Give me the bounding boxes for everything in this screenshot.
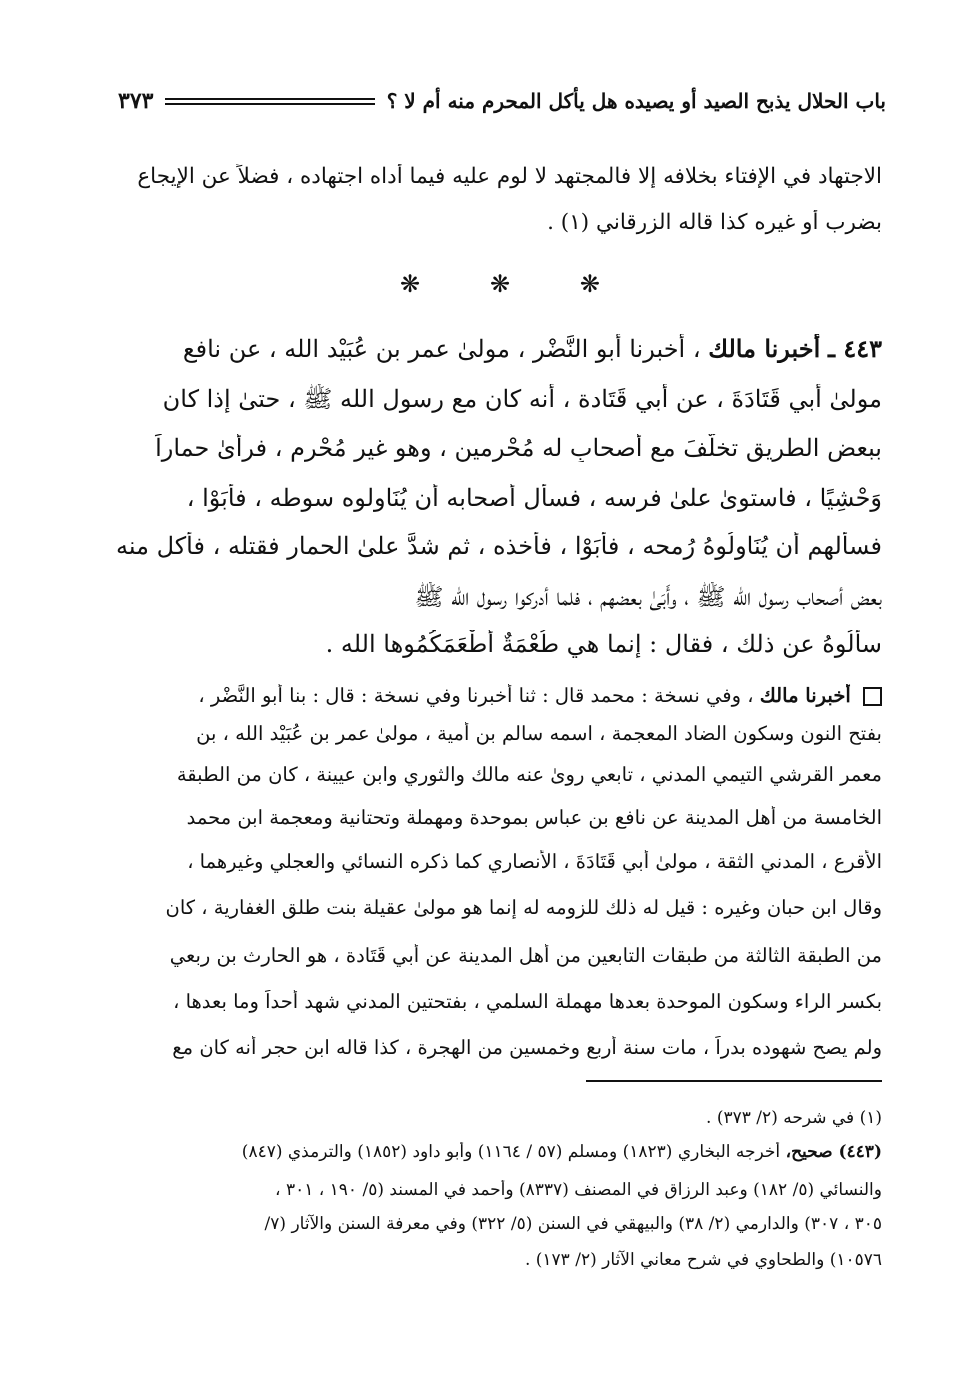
takhrij-line: ٣٠٥ ، ٣٠٧) والدارمي (٢/ ٣٨) والبيهقي في السنن (٥/ ٣٢٢) وفي معرفة السنن والآثار (٧/: [264, 1214, 882, 1234]
commentary-line: [74, 684, 882, 707]
intro-line: بضرب أو غيره كذا قاله الزرقاني (١) .: [547, 210, 882, 235]
hadith-narrator: أخبرنا مالك: [708, 334, 821, 363]
square-bullet-icon: [863, 687, 882, 706]
takhrij-text: أخرجه البخاري (١٨٢٣) ومسلم (٥٧ / ١١٦٤) وأبو داود (١٨٥٢) والترمذي (٨٤٧): [241, 1142, 781, 1162]
takhrij-label: (٤٤٣) صحيح،: [785, 1142, 882, 1162]
intro-line: الاجتهاد في الإفتاء بخلافه إلا فالمجتهد لا لوم عليه فيما أداه اجتهاده ، فضلاً عن الإيجاع: [137, 164, 882, 189]
hadith-line: مولىٰ أبي قَتَادَةَ ، عن أبي قَتَادة ، أنه كان مع رسول الله ﷺ ، حتىٰ إذا كان: [162, 385, 882, 413]
header-rule: [165, 98, 374, 105]
running-header: [118, 86, 886, 116]
asterism-star-icon: ❋: [489, 270, 511, 298]
commentary-line: بكسر الراء وسكون الموحدة بعدها مهملة السلمي ، بفتحتين المدني شهد أحداً وما بعدها ،: [173, 990, 882, 1013]
takhrij-line: ١٠٥٧٦) والطحاوي في شرح معاني الآثار (٢/ ١٧٣) .: [524, 1250, 882, 1270]
footnote-divider: [586, 1080, 882, 1082]
asterism-star-icon: ❋: [400, 270, 421, 298]
takhrij-line: والنسائي (٥/ ١٨٢) وعبد الرزاق في المصنف (٨٣٣٧) وأحمد في المسند (٥/ ١٩٠ ، ٣٠١ ،: [275, 1180, 882, 1200]
hadith-line: ببعض الطريق تخلَّفَ مع أصحابٍ له مُحْرِمين ، وهو غير مُحْرِم ، فرأىٰ حماراً: [155, 434, 882, 462]
hadith-number: ٤٤٣ ـ: [827, 334, 882, 363]
commentary-line: الخامسة من أهل المدينة عن نافع بن عباس بموحدة ومهملة وتحتانية ومعجمة ابن محمد: [186, 806, 882, 829]
page-number: ٣٧٣: [118, 88, 154, 114]
hadith-line: وَحْشِيًا ، فاستوىٰ علىٰ فرسه ، فسأل أصحابه أن يُنَاوِلوه سوطه ، فأَبَوْا ،: [186, 484, 882, 512]
section-separator: [400, 270, 600, 298]
takhrij-line: [74, 1142, 882, 1162]
commentary-line: ولم يصح شهوده بدراً ، مات سنة أربع وخمسين من الهجرة ، كذا قاله ابن حجر أنه كان مع: [172, 1036, 882, 1059]
hadith-line: فسألهم أن يُنَاوِلُوهُ رُمحه ، فأَبَوْا ، فأخذه ، ثم شدَّ علىٰ الحمار فقتله ، فأكل منه: [115, 532, 882, 560]
commentary-line: الأقرع ، المدني الثقة ، مولىٰ أبي قَتَادَةَ ، الأنصاري كما ذكره النسائي والعجلي وغيرهما ،: [187, 850, 882, 873]
hadith-line: سألُوهُ عن ذلك ، فقال : إنما هي طُعْمَةٌ أطْعَمَكُمُوها الله .: [325, 630, 882, 658]
commentary-text: ، وفي نسخة : محمد قال : ثنا أخبرنا وفي نسخة : قال : بنا أبو النَّضْر ،: [198, 684, 754, 707]
commentary-lead: أخبرنا مالك: [759, 684, 851, 707]
commentary-line: معمر القرشي التيمي المدني ، تابعي روىٰ عنه مالك والثوري وابن عيينة ، كان من الطبقة: [176, 763, 882, 786]
hadith-line: [74, 334, 882, 363]
chapter-title: باب الحلال يذبح الصيد أو يصيده هل يأكل المحرم منه أم لا ؟: [386, 89, 886, 113]
hadith-text: ، أخبرنا أبو النَّضْر ، مولىٰ عمر بن عُبَيْد الله ، عن نافع: [182, 335, 701, 363]
commentary-line: بفتح النون وسكون الضاد المعجمة ، اسمه سالم بن أمية ، مولىٰ عمر بن عُبَيْد الله ، بن: [196, 722, 882, 745]
commentary-line: من الطبقة الثالثة من طبقات التابعين من أهل المدينة عن أبي قَتَادة ، هو الحارث بن ربعي: [169, 944, 882, 967]
footnote-1: (١) في شرحه (٢/ ٣٧٣) .: [706, 1108, 882, 1128]
asterism-star-icon: ❋: [579, 270, 600, 298]
hadith-line: بعض أصحاب رسول الله ﷺ ، وأَبَىٰ بعضهم ، فلما أدركوا رسول الله ﷺ: [414, 583, 882, 611]
commentary-line: وقال ابن حبان وغيره : قيل له ذلك للزومه له إنما هو مولىٰ عقيلة بنت طلق الغفارية ، كان: [165, 896, 882, 919]
